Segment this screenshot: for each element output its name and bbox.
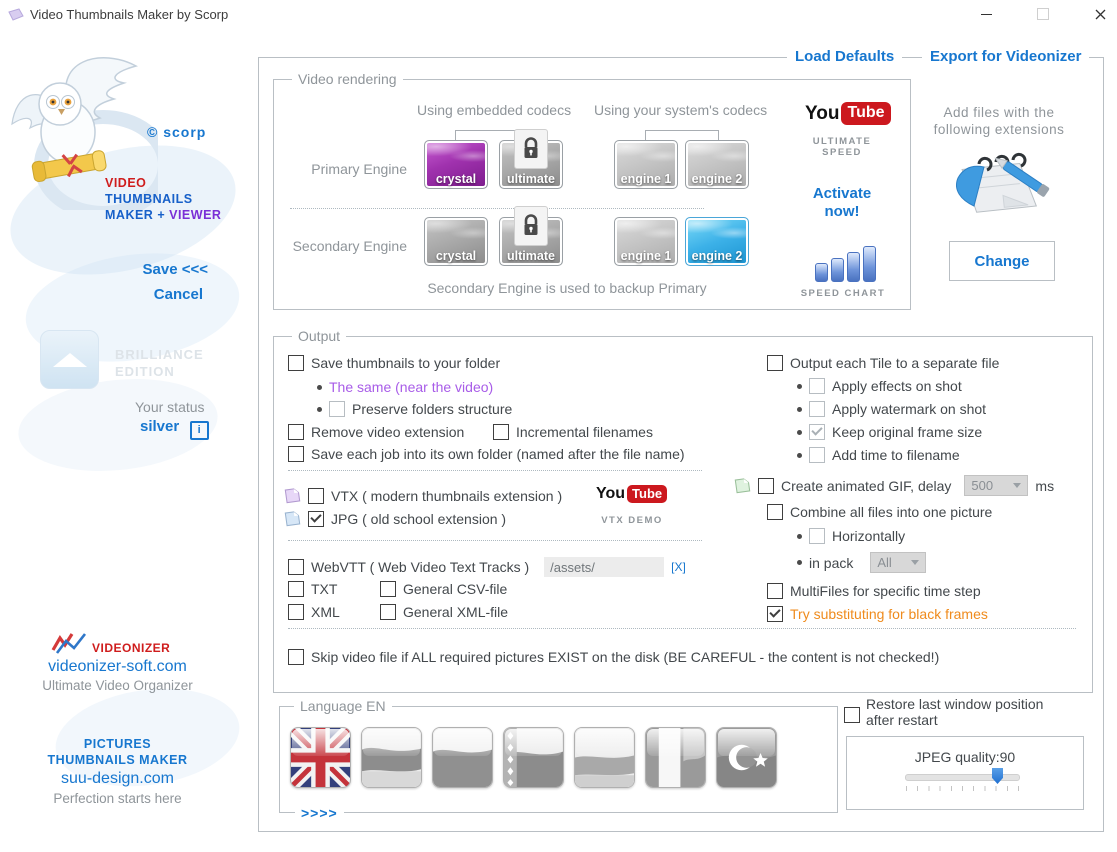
separator [288, 470, 702, 471]
flag-2-icon [362, 728, 421, 787]
close-button[interactable] [1083, 0, 1117, 28]
lock-icon [514, 129, 548, 169]
speed-chart-label: SPEED CHART [800, 288, 886, 299]
video-rendering-legend: Video rendering [292, 71, 403, 87]
combine-label: Combine all files into one picture [790, 504, 993, 520]
combine-row [767, 504, 992, 520]
videonizer-tagline: Ultimate Video Organizer [42, 678, 193, 693]
tile-separate-label: Output each Tile to a separate file [790, 355, 1000, 371]
csv-label: General CSV-file [403, 581, 508, 597]
save-each-job-row [288, 446, 685, 462]
restore-position-label-1: Restore last window position [866, 696, 1044, 712]
remove-extension-label: Remove video extension [311, 424, 465, 440]
app-brand [105, 175, 221, 223]
flag-5-button[interactable] [574, 727, 635, 788]
info-icon[interactable]: i [190, 421, 209, 440]
purple-note-icon [283, 486, 302, 505]
apply-effects-label: Apply effects on shot [832, 378, 962, 394]
txt-label: TXT [311, 581, 338, 597]
in-pack-label: in pack [809, 554, 854, 571]
cancel-link[interactable]: Cancel [153, 286, 203, 303]
xml-checkbox[interactable] [288, 604, 304, 620]
ptm-site-link[interactable]: suu-design.com [61, 770, 174, 787]
vtx-row [284, 487, 562, 504]
bullet-icon [317, 407, 322, 412]
combine-checkbox[interactable] [767, 504, 783, 520]
chevron-down-icon [911, 560, 919, 565]
brilliance-edition-icon [40, 330, 99, 389]
csv-checkbox[interactable] [380, 581, 396, 597]
multifiles-row [767, 583, 981, 599]
save-thumbnails-label: Save thumbnails to your folder [311, 355, 501, 371]
restore-position-label-2: after restart [866, 712, 938, 728]
vtx-label: VTX ( modern thumbnails extension ) [331, 487, 563, 504]
save-each-job-checkbox[interactable] [288, 446, 304, 462]
ultimate-speed-label-1: ULTIMATE [812, 136, 872, 147]
flag-5-icon [575, 728, 634, 787]
save-thumbnails-checkbox[interactable] [288, 355, 304, 371]
xmlfile-row [380, 604, 508, 620]
separator [288, 628, 1076, 629]
animated-gif-row [734, 475, 1054, 496]
restore-position-row [844, 707, 860, 723]
primary-ultimate-button[interactable]: ultimate [499, 140, 563, 189]
in-pack-row [797, 552, 926, 573]
primary-engine2-button[interactable]: engine 2 [685, 140, 749, 189]
videonizer-name: VIDEONIZER [92, 641, 171, 655]
title-bar [0, 0, 1117, 30]
remove-extension-row [288, 424, 464, 440]
chevron-down-icon [1013, 483, 1021, 488]
bar [815, 263, 828, 282]
add-time-label: Add time to filename [832, 447, 960, 463]
more-languages-link[interactable]: >>>> [295, 805, 344, 821]
blue-note-icon [283, 509, 302, 528]
incremental-checkbox[interactable] [493, 424, 509, 440]
up-triangle-icon [53, 353, 87, 367]
activate-now-link-2[interactable]: now! [824, 203, 860, 220]
the-same-link[interactable]: The same (near the video) [329, 379, 494, 395]
bullet-icon [797, 560, 802, 565]
secondary-engine1-button[interactable]: engine 1 [614, 217, 678, 266]
youtube-vtx-logo: You Tube [596, 485, 667, 503]
video-rendering-group [273, 71, 911, 310]
jpg-label: JPG ( old school extension ) [331, 510, 507, 527]
txt-checkbox[interactable] [288, 581, 304, 597]
bullet-icon [797, 407, 802, 412]
bullet-icon [797, 430, 802, 435]
bullet-icon [317, 385, 322, 390]
the-same-row [317, 379, 493, 395]
in-pack-dropdown[interactable]: All [870, 552, 926, 573]
webvtt-path-input[interactable] [544, 557, 664, 577]
language-legend: Language EN [294, 698, 392, 714]
horizontally-label: Horizontally [832, 528, 906, 544]
uk-flag-button[interactable] [290, 727, 351, 788]
brilliance-edition-label: BRILLIANCE EDITION [115, 347, 204, 379]
lock-icon [514, 206, 548, 246]
apply-watermark-checkbox[interactable] [809, 401, 825, 417]
add-files-label-1: Add files with the [943, 105, 1055, 120]
add-files-label-2: following extensions [933, 122, 1065, 137]
notepad-icon [942, 146, 1057, 222]
ultimate-speed-label-2: SPEED [822, 147, 862, 158]
ptm-title-line2: THUMBNAILS MAKER [47, 753, 188, 767]
language-group [279, 698, 838, 821]
add-time-row [797, 447, 960, 463]
secondary-ultimate-button[interactable]: ultimate [499, 217, 563, 266]
black-frames-label: Try substituting for black frames [790, 606, 988, 622]
status-row [140, 418, 209, 440]
flag-6-icon [646, 728, 705, 787]
xml-label: XML [311, 604, 340, 620]
app-icon [8, 8, 24, 21]
keep-size-checkbox[interactable] [809, 424, 825, 440]
ptm-tagline: Perfection starts here [53, 791, 182, 806]
skip-video-label: Skip video file if ALL required pictures EXIST on the disk (BE CAREFUL - the content is not checked!) [311, 649, 940, 665]
jpg-row [284, 510, 506, 527]
brand-video: VIDEO [105, 176, 147, 190]
scorp-credit: © scorp [147, 124, 207, 140]
vtx-demo-label: VTX DEMO [601, 515, 663, 526]
activate-now-link-1[interactable]: Activate [812, 185, 872, 202]
bar [863, 246, 876, 282]
slider-ticks [906, 786, 1020, 791]
youtube-logo: You Tube [805, 102, 891, 125]
uk-flag-icon [291, 728, 350, 787]
add-time-checkbox[interactable] [809, 447, 825, 463]
secondary-engine2-button[interactable]: engine 2 [685, 217, 749, 266]
skip-video-checkbox[interactable] [288, 649, 304, 665]
animated-gif-checkbox[interactable] [758, 478, 774, 494]
flag-4-button[interactable] [503, 727, 564, 788]
primary-engine-label: Primary Engine [311, 161, 407, 177]
flag-2-button[interactable] [361, 727, 422, 788]
change-button[interactable]: Change [949, 241, 1055, 281]
webvtt-x-link[interactable]: [X] [671, 560, 686, 574]
jpeg-quality-slider-thumb[interactable] [992, 768, 1003, 784]
save-link[interactable]: Save <<< [142, 261, 208, 278]
primary-crystal-button[interactable]: crystal [424, 140, 488, 189]
export-videonizer-link[interactable]: Export for Videonizer [922, 48, 1089, 65]
csv-row [380, 581, 507, 597]
preserve-folders-checkbox[interactable] [329, 401, 345, 417]
output-legend: Output [292, 328, 346, 344]
animated-gif-label: Create animated GIF, delay [781, 477, 952, 494]
xmlfile-checkbox[interactable] [380, 604, 396, 620]
system-codecs-label: Using your system's codecs [594, 102, 768, 118]
apply-effects-row [797, 378, 962, 394]
green-note-icon [733, 476, 752, 495]
secondary-engine-label: Secondary Engine [292, 238, 407, 254]
xml-row [288, 604, 340, 620]
remove-extension-checkbox[interactable] [288, 424, 304, 440]
status-label: Your status [135, 399, 205, 415]
txt-row [288, 581, 337, 597]
gif-delay-dropdown[interactable]: 500 [964, 475, 1028, 496]
secondary-crystal-button[interactable]: crystal [424, 217, 488, 266]
vtx-checkbox[interactable] [308, 488, 324, 504]
preserve-folders-label: Preserve folders structure [352, 401, 513, 417]
keep-size-label: Keep original frame size [832, 424, 983, 440]
tile-separate-row [767, 355, 999, 371]
save-each-job-label: Save each job into its own folder (named after the file name) [311, 446, 685, 462]
bullet-icon [797, 384, 802, 389]
maximize-button[interactable] [1026, 0, 1060, 28]
tile-separate-checkbox[interactable] [767, 355, 783, 371]
save-thumbnails-row [288, 355, 500, 371]
separator [290, 208, 704, 209]
status-value: silver [140, 418, 180, 435]
webvtt-checkbox[interactable] [288, 559, 304, 575]
ms-label: ms [1035, 477, 1055, 494]
horizontally-row [797, 528, 905, 544]
separator [288, 540, 702, 541]
multifiles-checkbox[interactable] [767, 583, 783, 599]
minimize-icon [981, 14, 992, 15]
maximize-icon [1037, 8, 1049, 20]
apply-effects-checkbox[interactable] [809, 378, 825, 394]
incremental-label: Incremental filenames [516, 424, 653, 440]
restore-position-checkbox[interactable] [844, 707, 860, 723]
speed-chart-icon[interactable] [815, 246, 876, 282]
brand-thumbnails: THUMBNAILS [105, 192, 193, 206]
window-title: Video Thumbnails Maker by Scorp [30, 7, 229, 22]
multifiles-label: MultiFiles for specific time step [790, 583, 981, 599]
bullet-icon [797, 453, 802, 458]
flag-6-button[interactable] [645, 727, 706, 788]
load-defaults-link[interactable]: Load Defaults [787, 48, 902, 65]
skip-video-row [288, 649, 939, 665]
incremental-row [493, 424, 653, 440]
flag-3-button[interactable] [432, 727, 493, 788]
close-icon [1095, 9, 1106, 20]
bar [831, 258, 844, 282]
black-frames-row [767, 606, 988, 622]
webvtt-label: WebVTT ( Web Video Text Tracks ) [311, 559, 530, 575]
bracket-line [645, 130, 719, 140]
preserve-folders-row [317, 401, 512, 417]
main-panel [258, 48, 1104, 832]
xmlfile-label: General XML-file [403, 604, 509, 620]
jpg-checkbox[interactable] [308, 511, 324, 527]
apply-watermark-label: Apply watermark on shot [832, 401, 987, 417]
bullet-icon [797, 534, 802, 539]
output-group [273, 328, 1093, 693]
videonizer-icon [50, 630, 88, 656]
jpeg-quality-panel [846, 736, 1084, 810]
ptm-title-line1: PICTURES [83, 737, 152, 751]
horizontally-checkbox[interactable] [809, 528, 825, 544]
minimize-button[interactable] [969, 0, 1003, 28]
flag-4-icon [504, 728, 563, 787]
turkey-flag-icon [717, 728, 776, 787]
embedded-codecs-label: Using embedded codecs [417, 102, 572, 118]
primary-engine1-button[interactable]: engine 1 [614, 140, 678, 189]
brand-maker-viewer: MAKER + VIEWER [105, 208, 222, 222]
jpeg-quality-label: JPEG quality:90 [914, 749, 1016, 765]
flag-3-icon [433, 728, 492, 787]
webvtt-row [288, 557, 686, 577]
turkey-flag-button[interactable] [716, 727, 777, 788]
bar [847, 252, 860, 282]
videonizer-site-link[interactable]: videonizer-soft.com [48, 658, 187, 675]
black-frames-checkbox[interactable] [767, 606, 783, 622]
keep-size-row [797, 424, 982, 440]
apply-watermark-row [797, 401, 986, 417]
secondary-engine-caption: Secondary Engine is used to backup Primary [427, 280, 707, 296]
